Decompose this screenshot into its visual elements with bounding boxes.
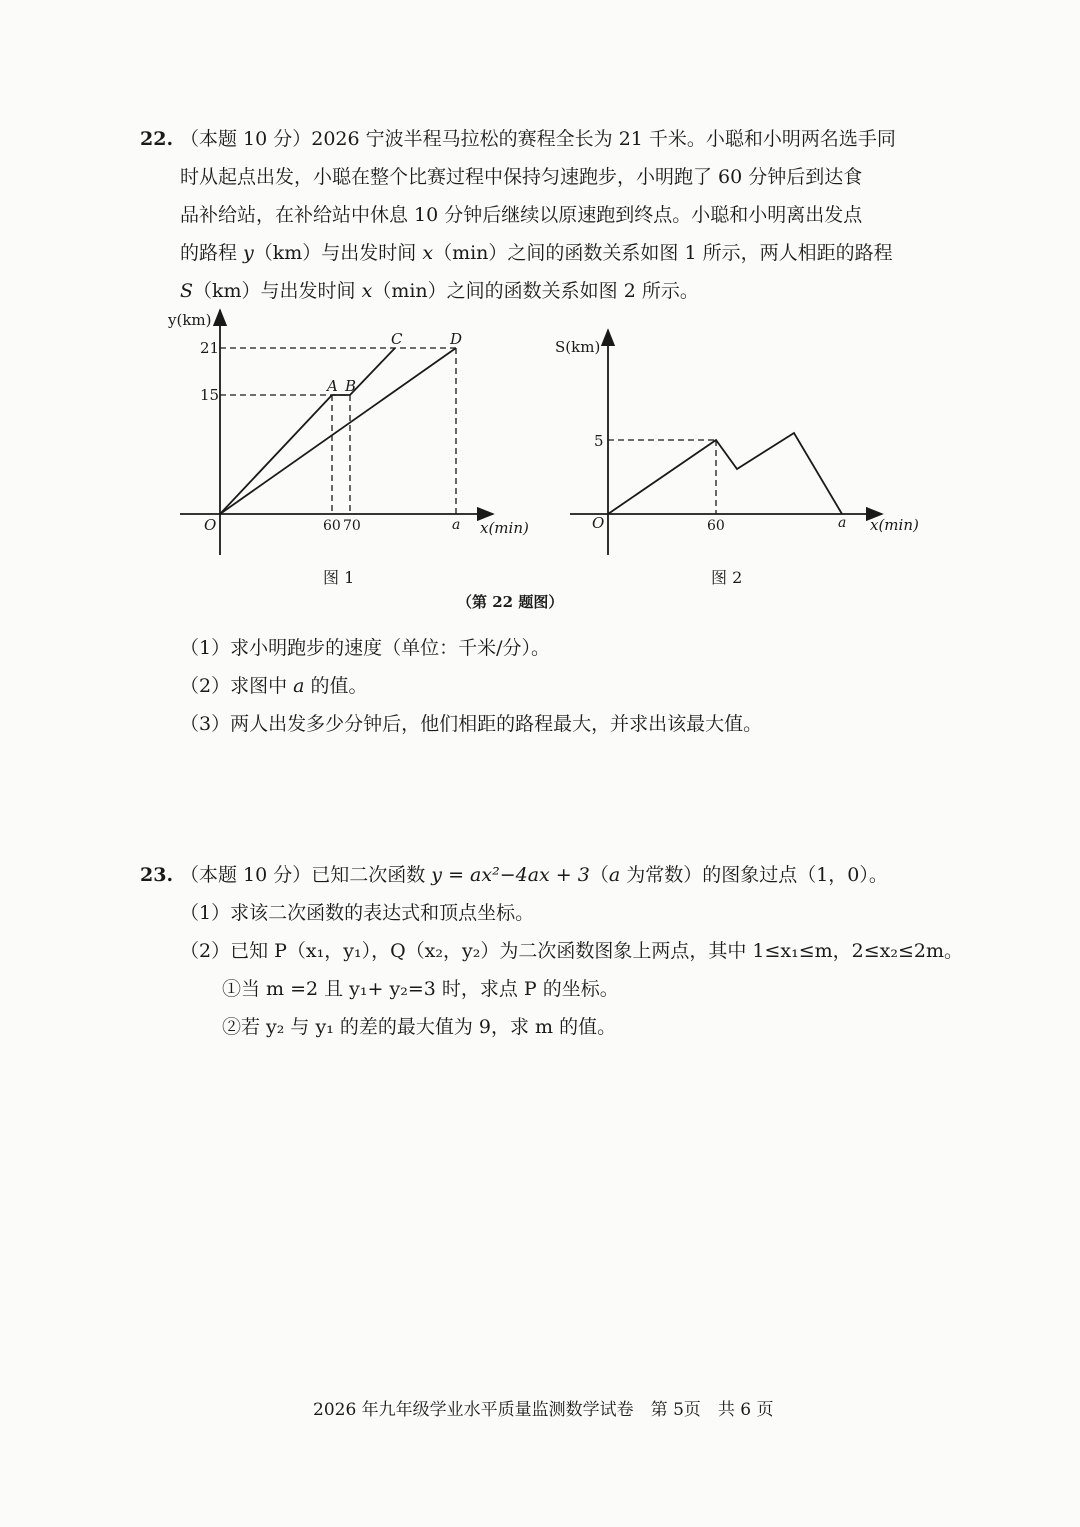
question-23-number: 23. <box>140 864 174 886</box>
question-22-line-5: S（km）与出发时间 x（min）之间的函数关系如图 2 所示。 <box>180 280 699 302</box>
fig1-tick-21: 21 <box>200 339 220 357</box>
question-23-stem: （本题 10 分）已知二次函数 y = ax²−4ax + 3（a 为常数）的图象过点（1，0）。 <box>180 864 888 886</box>
fig1-point-b: B <box>345 377 357 395</box>
fig2-tick-5: 5 <box>594 432 604 450</box>
fig2-y-axis-label: S(km) <box>555 338 601 356</box>
fig1-tick-70: 70 <box>343 518 361 534</box>
question-22-sub-3: （3）两人出发多少分钟后，他们相距的路程最大，并求出该最大值。 <box>180 713 763 735</box>
fig1-xiaocong-line <box>220 348 456 514</box>
fig1-origin: O <box>204 516 217 534</box>
fig1-tick-15: 15 <box>200 386 220 404</box>
quadratic-formula: y = ax²−4ax + 3 <box>431 864 590 886</box>
fig1-tick-a: a <box>452 517 461 533</box>
fig2-x-axis-label: x(min) <box>870 516 919 534</box>
question-23-part-1: ①当 m =2 且 y₁+ y₂=3 时，求点 P 的坐标。 <box>222 978 619 1000</box>
figure-1-graph <box>150 305 550 565</box>
figure-2-graph <box>550 325 930 565</box>
question-22-sub-1: （1）求小明跑步的速度（单位：千米/分）。 <box>180 637 550 659</box>
fig1-point-d: D <box>450 330 463 348</box>
page-footer: 2026 年九年级学业水平质量监测数学试卷 第 5页 共 6 页 <box>313 1400 774 1420</box>
figure-1-caption: 图 1 <box>323 568 355 587</box>
fig2-origin: O <box>592 514 605 532</box>
question-23-part-2: ②若 y₂ 与 y₁ 的差的最大值为 9，求 m 的值。 <box>222 1016 617 1038</box>
question-22-number: 22. <box>140 128 174 150</box>
fig2-distance-line <box>608 433 842 514</box>
question-22-sub-2: （2）求图中 a 的值。 <box>180 675 368 697</box>
fig1-xiaoming-line <box>220 348 395 514</box>
figure-group-caption: （第 22 题图） <box>457 593 564 611</box>
fig1-point-a: A <box>327 377 338 395</box>
question-22-line-2: 时从起点出发，小聪在整个比赛过程中保持匀速跑步，小明跑了 60 分钟后到达食 <box>180 166 863 188</box>
fig2-tick-a: a <box>838 515 847 531</box>
question-22-line-3: 品补给站，在补给站中休息 10 分钟后继续以原速跑到终点。小聪和小明离出发点 <box>180 204 863 226</box>
question-23-sub-1: （1）求该二次函数的表达式和顶点坐标。 <box>180 902 535 924</box>
fig1-y-axis-label: y(km) <box>168 311 212 329</box>
fig1-point-c: C <box>391 330 403 348</box>
question-22-line-1: （本题 10 分）2026 宁波半程马拉松的赛程全长为 21 千米。小聪和小明两名选手同 <box>180 128 896 150</box>
question-22-line-4: 的路程 y（km）与出发时间 x（min）之间的函数关系如图 1 所示，两人相距的路程 <box>180 242 893 264</box>
fig1-x-axis-label: x(min) <box>480 519 529 537</box>
fig2-tick-60: 60 <box>707 518 725 534</box>
figure-2-caption: 图 2 <box>711 568 743 587</box>
question-23-sub-2: （2）已知 P（x₁，y₁），Q（x₂，y₂）为二次函数图象上两点，其中 1≤x₁≤m，2≤x₂≤2m。 <box>180 940 964 962</box>
fig1-tick-60: 60 <box>323 518 341 534</box>
